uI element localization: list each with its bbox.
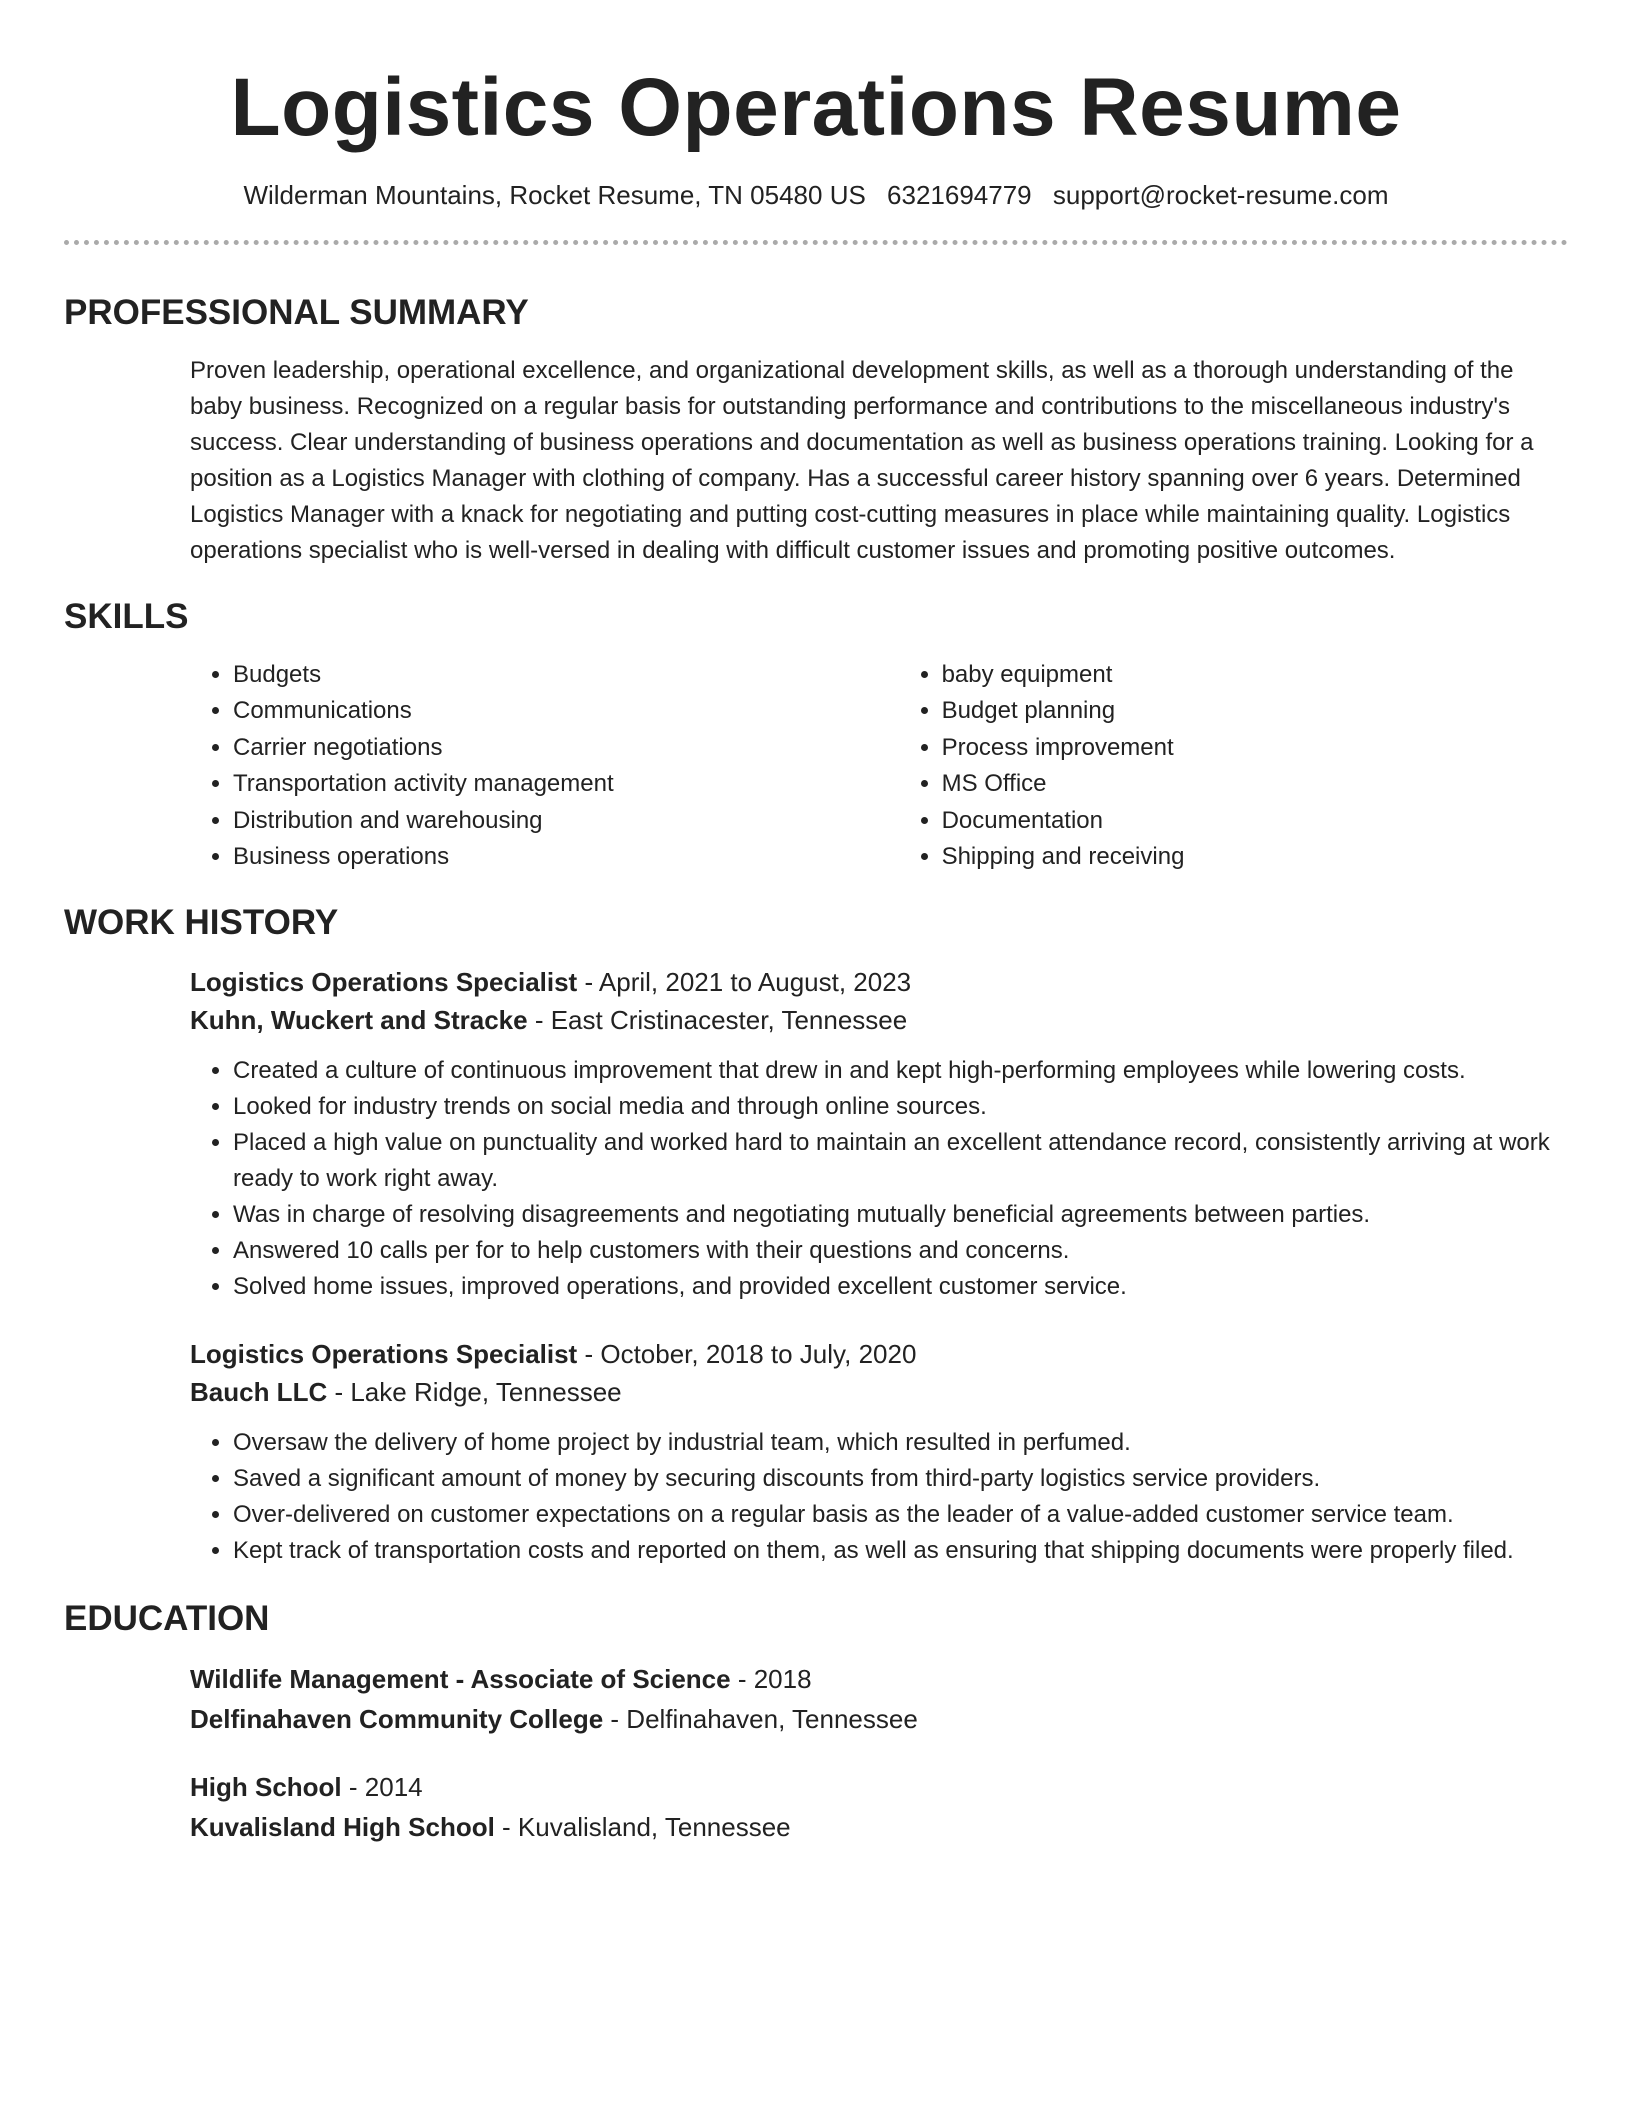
skills-column-left (190, 657, 899, 875)
education-school-line (190, 1699, 1568, 1739)
skill-item: • Transportation activity management (233, 766, 899, 802)
education-school-line (190, 1807, 1568, 1847)
section-title-education: EDUCATION (64, 1599, 270, 1639)
skill-item: • MS Office (942, 766, 1568, 802)
job-bullets (190, 1053, 1568, 1305)
education-degree-line (190, 1767, 1568, 1807)
job-company: Kuhn, Wuckert and Stracke (190, 1005, 528, 1036)
job-title-line (190, 1335, 1568, 1373)
contact-phone: 6321694779 (887, 180, 1032, 210)
job-company: Bauch LLC (190, 1377, 328, 1408)
skill-item: • Business operations (233, 839, 899, 875)
skill-item: • Distribution and warehousing (233, 803, 899, 839)
job-bullet: • Over-delivered on customer expectations on a regular basis as the leader of a value-added customer service team. (233, 1497, 1568, 1533)
skill-item: • Budgets (233, 657, 899, 693)
skills-column-right (899, 657, 1568, 875)
job-bullet: • Kept track of transportation costs and reported on them, as well as ensuring that shipping documents were properly filed. (233, 1533, 1568, 1569)
skill-item: • Budget planning (942, 693, 1568, 729)
job-company-line (190, 1001, 1568, 1039)
skill-item: • baby equipment (942, 657, 1568, 693)
job-role: Logistics Operations Specialist (190, 967, 578, 998)
education-school: Delfinahaven Community College (190, 1704, 604, 1735)
education-school: Kuvalisland High School (190, 1812, 495, 1843)
job-bullets (190, 1425, 1568, 1569)
skill-item: • Carrier negotiations (233, 730, 899, 766)
job-entry (190, 1335, 1568, 1569)
skill-item: • Shipping and receiving (942, 839, 1568, 875)
section-title-skills: SKILLS (64, 597, 189, 636)
job-bullet: • Looked for industry trends on social media and through online sources. (233, 1089, 1568, 1125)
job-dates: - April, 2021 to August, 2023 (577, 967, 912, 998)
skill-item: • Process improvement (942, 730, 1568, 766)
education-location: - Kuvalisland, Tennessee (494, 1812, 791, 1843)
contact-line (64, 178, 1568, 212)
education-year: - 2014 (341, 1772, 423, 1803)
education-degree: High School (190, 1772, 342, 1803)
education-entry (190, 1767, 1568, 1847)
skill-item: • Communications (233, 693, 899, 729)
job-bullet: • Was in charge of resolving disagreements and negotiating mutually beneficial agreements between parties. (233, 1197, 1568, 1233)
skill-item: • Documentation (942, 803, 1568, 839)
job-bullet: • Solved home issues, improved operations, and provided excellent customer service. (233, 1269, 1568, 1305)
header-divider (64, 240, 1568, 245)
education-degree-line (190, 1659, 1568, 1699)
education-year: - 2018 (730, 1664, 812, 1695)
job-bullet: • Saved a significant amount of money by securing discounts from third-party logistics service providers. (233, 1461, 1568, 1497)
job-bullet: • Created a culture of continuous improvement that drew in and kept high-performing employees while lowering costs. (233, 1053, 1568, 1089)
job-title-line (190, 963, 1568, 1001)
job-location: - Lake Ridge, Tennessee (327, 1377, 622, 1408)
job-dates: - October, 2018 to July, 2020 (577, 1339, 917, 1370)
skills-list (190, 657, 1568, 875)
resume-page (64, 0, 1568, 1847)
resume-title: Logistics Operations Resume (230, 62, 1402, 153)
contact-email: support@rocket-resume.com (1052, 180, 1389, 210)
job-bullet: • Answered 10 calls per for to help customers with their questions and concerns. (233, 1233, 1568, 1269)
section-title-summary: PROFESSIONAL SUMMARY (64, 293, 529, 332)
job-location: - East Cristinacester, Tennessee (527, 1005, 908, 1036)
job-bullet: • Placed a high value on punctuality and worked hard to maintain an excellent attendance record, consistently arriving at work ready to work right away. (233, 1125, 1568, 1197)
education-entry (190, 1659, 1568, 1739)
job-company-line (190, 1373, 1568, 1411)
job-role: Logistics Operations Specialist (190, 1339, 578, 1370)
education-location: - Delfinahaven, Tennessee (603, 1704, 918, 1735)
summary-text: Proven leadership, operational excellence, and organizational development skills, as well as a thorough understanding of the baby business. Recognized on a regular basis for outstanding performance and contributions to the miscellaneous industry's success. Clear understanding of business operations and documentation as well as business operations training. Looking for a position as a Logistics Manager with clothing of company. Has a successful career history spanning over 6 years. Determined Logistics Manager with a knack for negotiating and putting cost-cutting measures in place while maintaining quality. Logistics operations specialist who is well-versed in dealing with difficult customer issues and promoting positive outcomes. (190, 357, 1534, 564)
job-bullet: • Oversaw the delivery of home project by industrial team, which resulted in perfumed. (233, 1425, 1568, 1461)
contact-address: Wilderman Mountains, Rocket Resume, TN 05480 US (243, 180, 866, 210)
job-entry (190, 963, 1568, 1305)
education-degree: Wildlife Management - Associate of Science (190, 1664, 731, 1695)
section-title-work: WORK HISTORY (64, 903, 339, 943)
